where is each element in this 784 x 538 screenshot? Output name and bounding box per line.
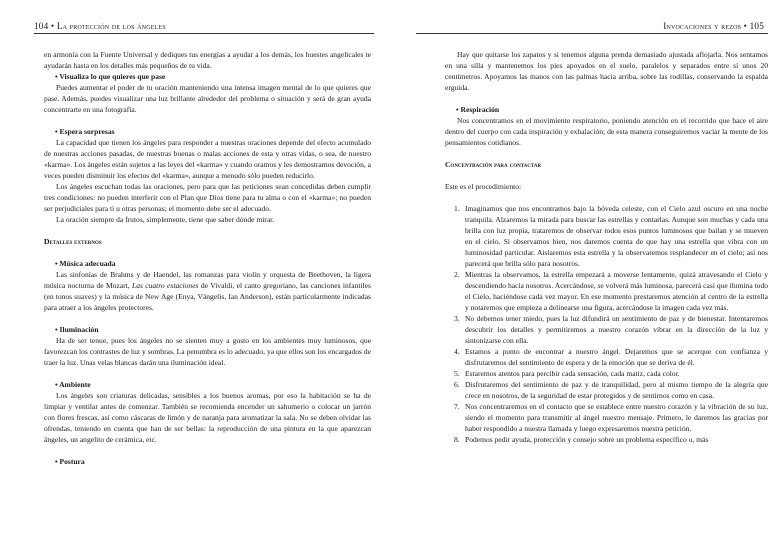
list-item: 2. Mientras la observamos, la estrella empezará a moverse lentamente, quizá atravesando el Cielo y descendiendo hacia nosotros. Acercándose, se volverá más luminosa, parecerá casi que ilumina todo el Cielo, haciéndose cada vez mayor. En ese momento prestaremos atención al centro de la estrella y notaremos que empieza a delinearse una figura, acercándose la imagen cada vez más. — [454, 270, 768, 312]
paragraph: La capacidad que tienen los ángeles para responder a nuestras oraciones depende del efecto acumulado de nuestras acciones pasadas, de nuestras buenas o malas acciones de esta y otras vidas, o sea, de nuestro «karma». Los ángeles están sujetos a las leyes del «karma» y cuando oramos y les demostramos devoción, a veces pueden disminuir los efectos del «karma», aunque a menudo sólo pueden reducirlo. — [44, 138, 371, 180]
paragraph: Los ángeles son criaturas delicadas, sensibles a los buenos aromas, por eso la habitación se ha de limpiar y ventilar antes de comenzar. También se recomienda encender un sahumerio o colocar un jarrón con flores frescas, así como cáscaras de limón y de naranja para aromatizar la sala. No se deben olvidar las ofrendas, teniendo en cuenta que han de ser bellas: la reproducción de una pintura en la que aparezcan ángeles, un angelito de cerámica, etc. — [44, 391, 371, 444]
running-head-left: 104 • La protección de los ángeles — [34, 21, 166, 31]
list-item: 5. Estaremos atentos para percibir cada sensación, cada matiz, cada color. — [454, 369, 680, 378]
running-title: Invocaciones y rezos — [663, 21, 742, 31]
right-page — [392, 0, 784, 538]
subheading-iluminacion: • Iluminación — [55, 325, 99, 334]
work-title: Las cuatro estaciones — [132, 281, 199, 290]
paragraph: Los ángeles escuchan todas las oraciones, pero para que las peticiones sean concedidas deben cumplir tres condiciones: no pueden interferir con el Plan que Dios tiene para tu alma o con el «karma»; no pueden ser perjudiciales para ti u otras personas; el momento debe ser el adecuado. — [44, 182, 371, 213]
page-number: 105 — [749, 21, 764, 31]
paragraph: Ha de ser tenue, pues los ángeles no se sienten muy a gusto en los ambientes muy luminosos, que favorezcan los contrastes de luz y sombras. La penumbra es lo adecuado, ya que ellos son los encargados de traer la luz. Unas velas blancas darán una iluminación ideal. — [44, 336, 371, 367]
paragraph-musica: Las sinfonías de Brahms y de Haendel, las romanzas para violín y orquesta de Beethoven, la ligera música nocturna de Mozart, Las cuatro estaciones de Vivaldi, el canto gregoriano, las canciones infantiles (en tonos suaves) y la música de New Age (Enya, Vángelis, Ian Anderson), están particularmente indicadas para atraer a los ángeles protectores. — [44, 270, 371, 312]
list-item: 7. Nos concentraremos en el contacto que se establece entre nuestro corazón y la vibración de su luz, siendo el momento para transmitir al ángel nuestro mensaje. Primero, le daremos las gracias por haber respondido a nuestra llamada y luego expresaremos nuestra petición. — [454, 402, 768, 433]
section-heading-concentracion: Concentración para contactar — [445, 160, 542, 169]
running-title: La protección de los ángeles — [56, 21, 166, 31]
paragraph-intro: Hay que quitarse los zapatos y si tenemos alguna prenda demasiado ajustada aflojarla. Nos sentamos en una silla y mantenemos los pies apoyados en el suelo, paralelos y separados entre sí unos 20 centímetros. Apoyamos las manos con las palmas hacia arriba, sobre las rodillas, conservando la espalda erguida. — [445, 50, 768, 92]
list-item: 4. Estamos a punto de encontrar a nuestro ángel. Dejaremos que se acerque con confianza y disfrutaremos del sentimiento de espera y de la emoción que se deriva de él. — [454, 347, 768, 367]
subheading-respiracion: • Respiración — [456, 105, 500, 114]
section-heading-detalles: Detalles externos — [44, 237, 102, 246]
paragraph: Puedes aumentar el poder de tu oración manteniendo una intensa imagen mental de lo que quieres que pase. Además, puedes visualizar una luz brillante alrededor del problema o situación y será de gran ayuda concentrarte en una fotografía. — [44, 83, 371, 114]
subheading-postura: • Postura — [55, 457, 85, 466]
steps-list — [445, 203, 768, 445]
list-item: 8. Podemos pedir ayuda, protección y consejo sobre un problema específico o, más — [454, 435, 709, 444]
paragraph: La oración siempre da frutos, simplemente, tiene que saber dónde mirar. — [56, 215, 275, 224]
paragraph: Nos concentramos en el movimiento respiratorio, poniendo atención en el recorrido que hace el aire dentro del cuerpo con cada inspiración y exhalación; de esta manera conseguiremos vaciar la mente de los pensamientos cotidianos. — [445, 116, 768, 147]
list-item: 6. Disfrutaremos del sentimiento de paz y de tranquilidad, pero al mismo tiempo de la alegría que crece en nosotros, de la seguridad de estar protegidos y de sentirnos como en casa. — [454, 380, 768, 400]
subheading-sorpresas: • Espera sorpresas — [55, 127, 115, 136]
page-number: 104 — [34, 21, 49, 31]
running-head-right: Invocaciones y rezos • 105 — [663, 21, 764, 31]
paragraph: en armonía con la Fuente Universal y dediques tus energías a ayudar a los demás, los huestes angelicales te ayudarán hasta en los detalles más pequeños de tu vida. — [44, 50, 371, 70]
procedure-intro: Este es el procedimiento: — [445, 182, 522, 191]
subheading-visualiza: • Visualiza lo que quieres que pase — [55, 72, 166, 81]
right-body — [445, 49, 768, 445]
header-rule — [416, 33, 768, 34]
subheading-ambiente: • Ambiente — [55, 380, 91, 389]
left-body — [44, 49, 371, 467]
subheading-musica: • Música adecuada — [55, 259, 116, 268]
list-item: 1. Imaginamos que nos encontramos bajo la bóveda celeste, con el Cielo azul oscuro en una noche tranquila. Alzaremos la mirada para buscar las estrellas y contarlas. Aunque son muchas y cada una brilla con luz propia, trataremos de observar todos esos puntos luminosos que bailan y se mueven en el cielo. Si observamos bien, nos daremos cuenta de que hay una estrella que vibra con un luminosidad particular. Aislaremos esta estrella y la observaremos resplandecer en el cielo; así nos parecerá que brilla sólo para nosotros. — [454, 204, 768, 268]
list-item: 3. No debemos tener miedo, pues la luz difundirá un sentimiento de paz y de bienestar. Intentaremos descubrir los detalles y permitiremos a nuestro corazón vibrar en la dirección de la luz y sintonizarse con ella. — [454, 314, 768, 345]
header-rule — [34, 33, 374, 34]
